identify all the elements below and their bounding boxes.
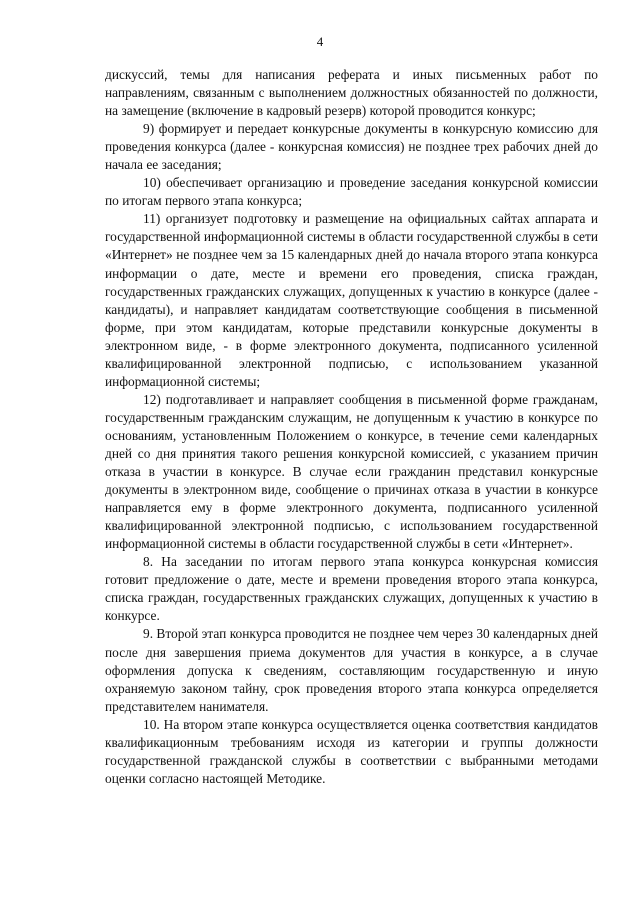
paragraph-item-10: 10) обеспечивает организацию и проведение заседания конкурсной комиссии по итогам первого этапа конкурса; bbox=[105, 175, 598, 209]
paragraph-section-9: 9. Второй этап конкурса проводится не позднее чем через 30 календарных дней после дня завершения приема документов для участия в конкурсе, а в случае оформления допуска к сведениям, составляющим государственную и иную охраняемую законом тайну, срок проведения второго этапа конкурса определяется представителем нанимателя. bbox=[105, 626, 598, 714]
paragraph-continuation: дискуссий, темы для написания реферата и иных письменных работ по направлениям, связанным с выполнением должностных обязанностей по должности, на замещение (включение в кадровый резерв) которой проводится конкурс; bbox=[105, 67, 598, 119]
paragraph-item-9: 9) формирует и передает конкурсные документы в конкурсную комиссию для проведения конкурса (далее - конкурсная комиссия) не позднее трех рабочих дней до начала ее заседания; bbox=[105, 121, 598, 173]
paragraph-item-12: 12) подготавливает и направляет сообщения в письменной форме гражданам, государственным гражданским служащим, не допущенным к участию в конкурсе по основаниям, установленным Положением о конкурсе, в течение семи календарных дней со дня принятия такого решения конкурсной комиссией, с указанием причин отказа в участии в конкурсе. В случае если гражданин представил конкурсные документы в электронном виде, сообщение о причинах отказа в участии в конкурсе направляется ему в форме электронного документа, подписанного усиленной квалифицированной электронной подписью, с использованием государственной информационной системы в области государственной службы в сети «Интернет». bbox=[105, 391, 598, 552]
paragraph-item-11: 11) организует подготовку и размещение на официальных сайтах аппарата и государственной информационной системы в области государственной службы в сети «Интернет» не позднее чем за 15 календарных дней до начала второго этапа конкурса информации о дате, месте и времени его проведения, списка граждан, государственных гражданских служащих, допущенных к участию в конкурсе (далее - кандидаты), и направляет кандидатам соответствующие сообщения в письменной форме, при этом кандидатам, которые представили конкурсные документы в электронном виде, - в форме электронного документа, подписанного усиленной квалифицированной электронной подписью, с использованием указанной информационной системы; bbox=[105, 211, 598, 389]
paragraph-section-8: 8. На заседании по итогам первого этапа конкурса конкурсная комиссия готовит предложение о дате, месте и времени проведения второго этапа конкурса, списка граждан, государственных гражданских служащих, допущенных к участию в конкурсе. bbox=[105, 554, 598, 624]
paragraph-section-10: 10. На втором этапе конкурса осуществляется оценка соответствия кандидатов квалификационным требованиям исходя из категории и группы должности государственной гражданской службы в соответствии с выбранными методами оценки согласно настоящей Методике. bbox=[105, 716, 598, 786]
document-body bbox=[105, 66, 598, 788]
page-number: 4 bbox=[316, 34, 324, 49]
